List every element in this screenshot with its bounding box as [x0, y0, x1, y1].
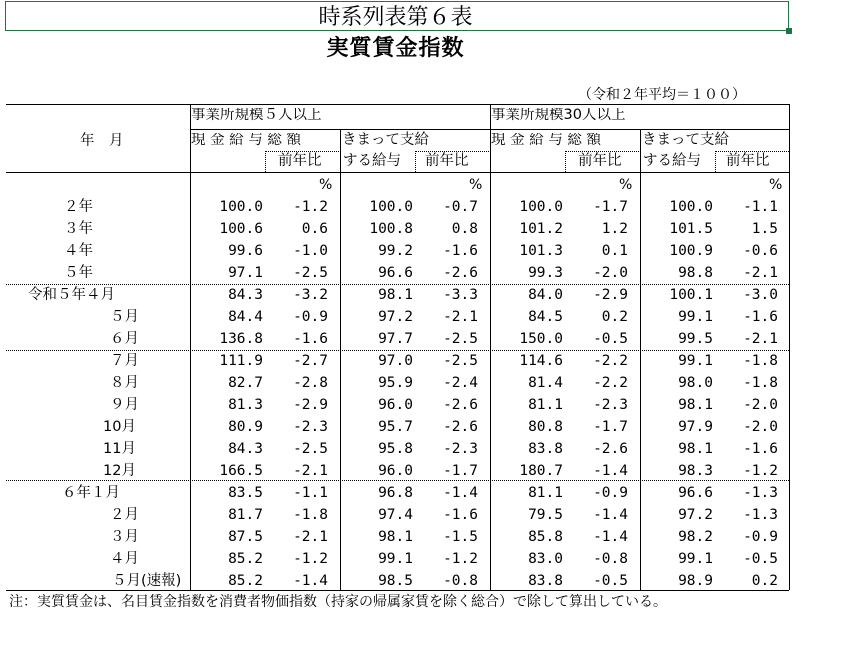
table-cell: 97.0 [378, 353, 413, 369]
row-label: ４年 [64, 243, 93, 259]
header-year-month: 年 月 [80, 133, 124, 149]
header-group-30plus: 事業所規模30人以上 [491, 108, 626, 123]
header-dotted-line [265, 151, 339, 152]
table-cell: -0.9 [593, 485, 628, 501]
table-cell: 97.2 [678, 507, 713, 523]
table-cell: -0.8 [443, 573, 478, 589]
table-cell: -2.2 [593, 375, 628, 391]
table-cell: 101.2 [519, 221, 563, 237]
header-group-5plus: 事業所規模５人以上 [191, 108, 322, 123]
table-cell: -0.9 [293, 309, 328, 325]
row-label: ５月(速報) [112, 573, 182, 589]
section-divider [6, 480, 789, 481]
header-yoy-2: 前年比 [425, 153, 469, 169]
table-cell: -0.9 [743, 529, 778, 545]
header-yoy-4: 前年比 [726, 153, 770, 169]
table-cell: -1.7 [593, 199, 628, 215]
table-cell: -2.3 [593, 397, 628, 413]
table-cell: -2.3 [293, 419, 328, 435]
table-cell: 80.8 [528, 419, 563, 435]
table-cell: 100.0 [519, 199, 563, 215]
table-cell: -0.8 [593, 551, 628, 567]
table-cell: -2.5 [443, 353, 478, 369]
table-cell: 96.8 [378, 485, 413, 501]
table-cell: -1.4 [593, 529, 628, 545]
table-cell: 96.0 [378, 397, 413, 413]
table-cell: 97.7 [378, 331, 413, 347]
table-cell: -2.1 [443, 309, 478, 325]
row-label: ６年１月 [62, 485, 120, 501]
table-cell: 100.9 [669, 243, 713, 259]
table-cell: 98.1 [678, 441, 713, 457]
table-cell: 99.3 [528, 265, 563, 281]
table-cell: 98.3 [678, 463, 713, 479]
table-cell: -2.1 [743, 265, 778, 281]
table-cell: 83.8 [528, 573, 563, 589]
table-cell: 97.2 [378, 309, 413, 325]
table-cell: 0.1 [601, 243, 628, 259]
table-cell: -2.0 [743, 419, 778, 435]
table-bottom-border [6, 590, 789, 591]
table-cell: 81.3 [228, 397, 263, 413]
table-cell: 166.5 [219, 463, 263, 479]
table-cell: -2.6 [443, 419, 478, 435]
table-cell: 85.2 [228, 573, 263, 589]
col-line [490, 104, 491, 590]
header-yoy-1: 前年比 [278, 153, 322, 169]
table-cell: 96.0 [378, 463, 413, 479]
table-cell: -1.7 [443, 463, 478, 479]
table-cell: 95.7 [378, 419, 413, 435]
table-cell: -2.1 [293, 463, 328, 479]
table-title: 時系列表第６表 [318, 5, 473, 30]
table-cell: 150.0 [519, 331, 563, 347]
row-label: 11月 [103, 441, 136, 457]
row-label: 令和５年４月 [28, 287, 115, 303]
header-regular-2: きまって支給 [642, 132, 729, 148]
table-cell: 100.8 [369, 221, 413, 237]
table-cell: 99.1 [378, 551, 413, 567]
table-cell: 98.8 [678, 265, 713, 281]
section-divider [6, 284, 789, 285]
base-year-note: （令和２年平均＝１００） [578, 87, 746, 103]
table-cell: -1.6 [293, 331, 328, 347]
section-divider [6, 350, 789, 351]
table-cell: 85.8 [528, 529, 563, 545]
header-dotted-col [265, 151, 266, 172]
table-cell: 99.1 [678, 551, 713, 567]
row-label: ７月 [110, 353, 139, 369]
table-cell: 98.5 [378, 573, 413, 589]
pct-unit: % [319, 177, 333, 193]
table-cell: -3.2 [293, 287, 328, 303]
table-cell: -1.4 [293, 573, 328, 589]
table-cell: -1.5 [443, 529, 478, 545]
table-cell: 1.5 [751, 221, 778, 237]
table-cell: 100.0 [219, 199, 263, 215]
header-cash-total-1: 現 金 給 与 総 額 [191, 133, 302, 148]
table-cell: 99.2 [378, 243, 413, 259]
table-cell: 98.1 [378, 529, 413, 545]
row-label: ２年 [64, 199, 93, 215]
row-label: ３月 [110, 529, 139, 545]
table-cell: -1.2 [443, 551, 478, 567]
header-yoy-3: 前年比 [578, 153, 622, 169]
header-dotted-line [415, 151, 489, 152]
row-label: ４月 [110, 551, 139, 567]
table-cell: -1.6 [443, 243, 478, 259]
table-cell: -1.6 [743, 441, 778, 457]
table-cell: 81.4 [528, 375, 563, 391]
table-cell: -1.2 [743, 463, 778, 479]
pct-unit: % [769, 177, 783, 193]
table-cell: 136.8 [219, 331, 263, 347]
table-cell: 87.5 [228, 529, 263, 545]
table-cell: -1.1 [743, 199, 778, 215]
table-cell: 82.7 [228, 375, 263, 391]
table-cell: 100.6 [219, 221, 263, 237]
table-cell: 79.5 [528, 507, 563, 523]
table-cell: -1.3 [743, 485, 778, 501]
table-cell: 99.1 [678, 309, 713, 325]
table-cell: -2.9 [293, 397, 328, 413]
row-label: ６月 [110, 331, 139, 347]
row-label: ８月 [110, 375, 139, 391]
table-cell: -2.2 [593, 353, 628, 369]
table-cell: -1.2 [293, 551, 328, 567]
table-cell: -1.6 [743, 309, 778, 325]
table-cell: -2.0 [593, 265, 628, 281]
header-bottom-border [6, 172, 789, 173]
table-cell: -1.8 [743, 375, 778, 391]
table-cell: -2.1 [293, 529, 328, 545]
table-cell: 99.5 [678, 331, 713, 347]
table-cell: -2.6 [593, 441, 628, 457]
table-cell: 101.3 [519, 243, 563, 259]
table-cell: -0.5 [743, 551, 778, 567]
table-cell: -1.4 [593, 507, 628, 523]
table-cell: 114.6 [519, 353, 563, 369]
table-cell: -2.5 [443, 331, 478, 347]
table-cell: -0.7 [443, 199, 478, 215]
table-cell: -0.5 [593, 331, 628, 347]
table-cell: 99.1 [678, 353, 713, 369]
table-cell: -3.3 [443, 287, 478, 303]
table-cell: 81.1 [528, 485, 563, 501]
table-cell: -2.1 [743, 331, 778, 347]
table-cell: -1.4 [593, 463, 628, 479]
table-cell: -2.3 [443, 441, 478, 457]
table-cell: 81.7 [228, 507, 263, 523]
pct-unit: % [619, 177, 633, 193]
table-cell: 100.1 [669, 287, 713, 303]
table-cell: 1.2 [601, 221, 628, 237]
header-cash-total-2: 現 金 給 与 総 額 [491, 133, 602, 148]
table-cell: 83.8 [528, 441, 563, 457]
table-cell: 0.2 [601, 309, 628, 325]
header-dotted-col [565, 151, 566, 172]
table-cell: 83.0 [528, 551, 563, 567]
row-label: ２月 [110, 507, 139, 523]
header-dotted-col [715, 151, 716, 172]
row-label: ９月 [110, 397, 139, 413]
table-cell: 98.9 [678, 573, 713, 589]
row-label: ５年 [64, 265, 93, 281]
table-cell: -1.1 [293, 485, 328, 501]
table-top-border [6, 104, 789, 105]
table-cell: 0.6 [301, 221, 328, 237]
table-cell: 81.1 [528, 397, 563, 413]
table-cell: -1.2 [293, 199, 328, 215]
table-cell: -1.0 [293, 243, 328, 259]
table-cell: 84.5 [528, 309, 563, 325]
table-cell: -0.6 [743, 243, 778, 259]
table-cell: 95.8 [378, 441, 413, 457]
table-cell: 100.0 [669, 199, 713, 215]
header-dotted-col [415, 151, 416, 172]
row-label: 12月 [103, 463, 136, 479]
table-cell: -2.5 [293, 441, 328, 457]
header-regular-pay-2: する給与 [643, 153, 701, 169]
table-cell: -2.8 [293, 375, 328, 391]
table-cell: 96.6 [378, 265, 413, 281]
table-cell: 98.1 [378, 287, 413, 303]
table-cell: 84.3 [228, 441, 263, 457]
table-cell: 84.4 [228, 309, 263, 325]
header-regular-pay-1: する給与 [343, 153, 401, 169]
col-line [640, 129, 641, 590]
row-label: ５月 [110, 309, 139, 325]
table-cell: 180.7 [519, 463, 563, 479]
col-line [340, 129, 341, 590]
table-subtitle: 実質賃金指数 [326, 36, 465, 61]
table-cell: 96.6 [678, 485, 713, 501]
table-cell: -1.6 [443, 507, 478, 523]
table-cell: -2.4 [443, 375, 478, 391]
pct-unit: % [469, 177, 483, 193]
table-cell: 99.6 [228, 243, 263, 259]
table-cell: 98.0 [678, 375, 713, 391]
table-cell: 101.5 [669, 221, 713, 237]
table-cell: 111.9 [219, 353, 263, 369]
header-dotted-line [565, 151, 639, 152]
header-regular-1: きまって支給 [342, 132, 429, 148]
table-cell: -3.0 [743, 287, 778, 303]
table-cell: -2.7 [293, 353, 328, 369]
table-cell: 97.9 [678, 419, 713, 435]
table-cell: 84.0 [528, 287, 563, 303]
table-cell: -2.6 [443, 397, 478, 413]
table-cell: 95.9 [378, 375, 413, 391]
table-cell: 97.1 [228, 265, 263, 281]
table-cell: -2.6 [443, 265, 478, 281]
table-cell: -1.8 [743, 353, 778, 369]
table-cell: 0.8 [451, 221, 478, 237]
table-cell: 97.4 [378, 507, 413, 523]
table-cell: -1.3 [743, 507, 778, 523]
table-cell: -0.5 [593, 573, 628, 589]
col-line [789, 104, 790, 590]
table-cell: -1.8 [293, 507, 328, 523]
table-cell: 80.9 [228, 419, 263, 435]
table-cell: -2.5 [293, 265, 328, 281]
table-cell: 100.0 [369, 199, 413, 215]
table-cell: 83.5 [228, 485, 263, 501]
footnote: 注：実質賃金は、名目賃金指数を消費者物価指数（持家の帰属家賃を除く総合）で除して算出している。 [9, 594, 667, 610]
table-cell: 98.1 [678, 397, 713, 413]
header-dotted-line [715, 151, 789, 152]
table-cell: 84.3 [228, 287, 263, 303]
table-cell: -1.4 [443, 485, 478, 501]
row-label: ３年 [64, 221, 93, 237]
table-cell: 85.2 [228, 551, 263, 567]
table-cell: 0.2 [751, 573, 778, 589]
row-label: 10月 [103, 419, 136, 435]
table-cell: 98.2 [678, 529, 713, 545]
table-cell: -1.7 [593, 419, 628, 435]
table-cell: -2.0 [743, 397, 778, 413]
col-line [190, 104, 191, 590]
table-cell: -2.9 [593, 287, 628, 303]
